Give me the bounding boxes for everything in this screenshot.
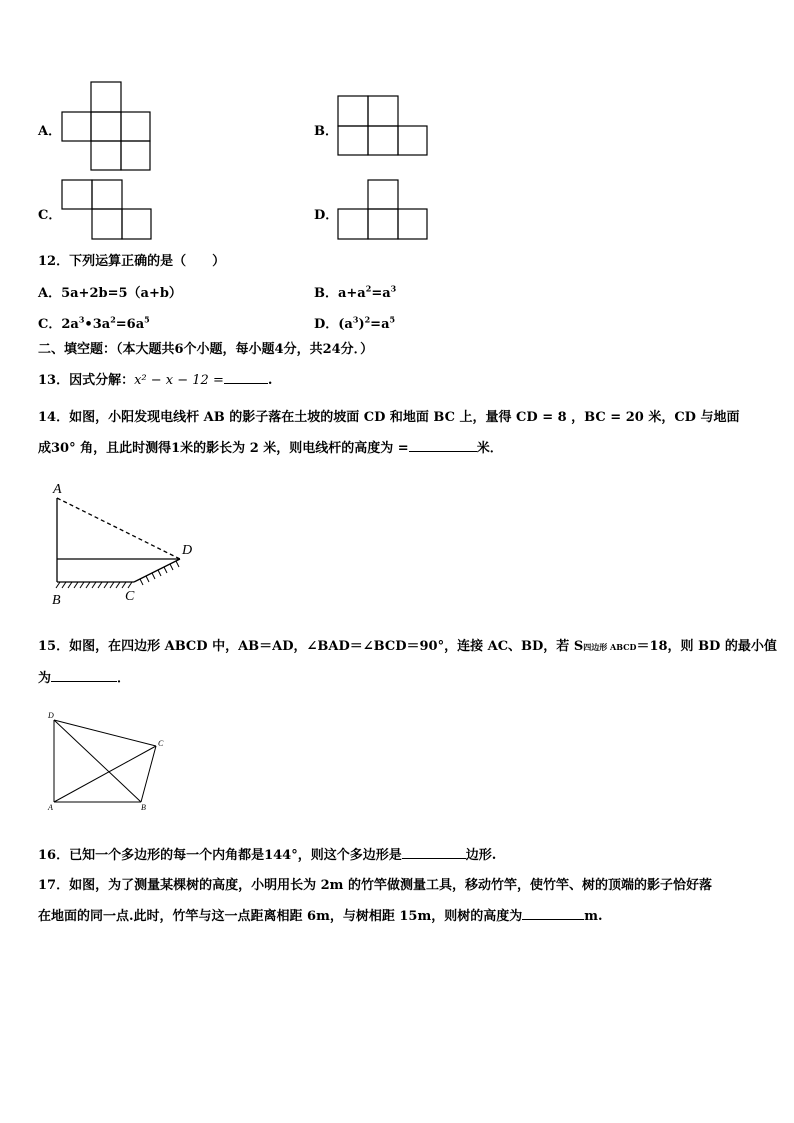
q15-figure bbox=[46, 706, 176, 816]
q12-option-d: D．$(a^3)^2=a^5$ bbox=[314, 314, 396, 332]
section-heading: 二、填空题：（本大题共6个小题，每小题4分，共24分．） bbox=[38, 342, 374, 357]
net-figure-a bbox=[60, 80, 155, 175]
q12-option-b: B．$a+a^2=a^3$ bbox=[314, 283, 397, 301]
q14-label-a: A bbox=[53, 482, 62, 497]
q16-answer-blank[interactable] bbox=[402, 846, 466, 859]
q15-label-d: D bbox=[48, 711, 54, 720]
q12-stem: 12．下列运算正确的是（ ） bbox=[38, 254, 226, 269]
net-figure-d bbox=[336, 178, 431, 243]
q11-option-a-label: A． bbox=[38, 124, 62, 139]
q14-label-b: B bbox=[52, 593, 61, 608]
q17-line2: 在地面的同一点.此时，竹竿与这一点距离相距 6m，与树相距 15m，则树的高度为 m. bbox=[38, 909, 603, 924]
q12-option-a: A．5a+2b=5（a+b） bbox=[38, 286, 182, 301]
q14-label-d: D bbox=[182, 543, 193, 558]
q14-line2: 成30° 角，且此时测得1米的影长为 2 米，则电线杆的高度为 = 米． bbox=[38, 441, 503, 456]
q15-label-b: B bbox=[141, 803, 146, 812]
q15-line1: 15．如图，在四边形 ABCD 中，AB＝AD，∠BAD＝∠BCD＝90°，连接 AC、BD，若 S四边形 ABCD＝18，则 BD 的最小值 bbox=[38, 639, 777, 654]
q14-label-c: C bbox=[125, 589, 135, 604]
q16-text: 16．已知一个多边形的每一个内角都是144°，则这个多边形是 边形. bbox=[38, 848, 497, 863]
q13-text: 13．因式分解：x² − x − 12 = . bbox=[38, 373, 273, 388]
q15-line2: 为 ． bbox=[38, 671, 131, 686]
q17-line1: 17．如图，为了测量某棵树的高度，小明用长为 2m 的竹竿做测量工具，移动竹竿，使竹竿、树的顶端的影子恰好落 bbox=[38, 878, 712, 893]
q15-label-a: A bbox=[48, 803, 53, 812]
q12-option-c: C．$2a^3•3a^2=6a^5$ bbox=[38, 314, 150, 332]
q11-option-c-label: C． bbox=[38, 208, 62, 223]
q14-figure bbox=[40, 478, 200, 608]
q14-answer-blank[interactable] bbox=[409, 439, 477, 452]
net-figure-b bbox=[336, 94, 431, 159]
q11-option-d-label: D． bbox=[314, 208, 339, 223]
q15-answer-blank[interactable] bbox=[51, 669, 117, 682]
q14-line1: 14．如图，小阳发现电线杆 AB 的影子落在土坡的坡面 CD 和地面 BC 上，量得 CD = 8 ，BC = 20 米，CD 与地面 bbox=[38, 410, 740, 425]
q15-label-c: C bbox=[158, 739, 164, 748]
q17-answer-blank[interactable] bbox=[522, 907, 584, 920]
q13-answer-blank[interactable] bbox=[224, 371, 268, 384]
q11-option-b-label: B． bbox=[314, 124, 338, 139]
net-figure-c bbox=[60, 178, 155, 243]
